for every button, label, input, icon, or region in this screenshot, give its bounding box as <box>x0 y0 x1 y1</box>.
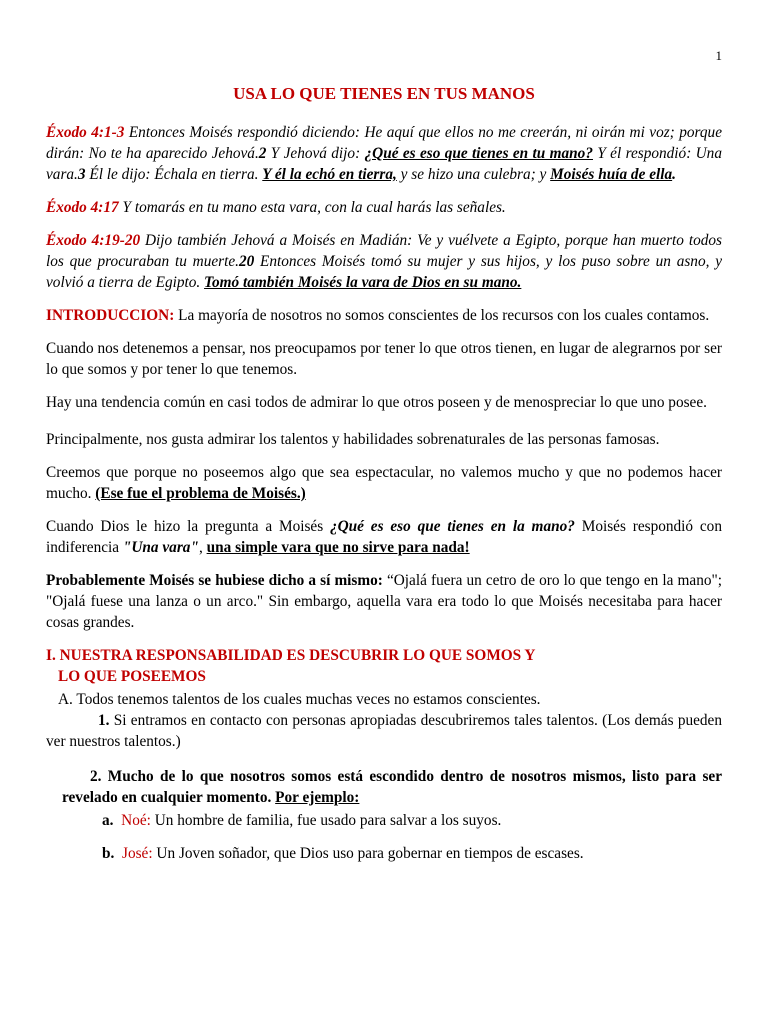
paragraph: Creemos que porque no poseemos algo que sea espectacular, no valemos mucho y que no podemos hacer mucho. (Ese fue el problema de Moisés.) <box>46 464 722 502</box>
outline-item-1: 1. Si entramos en contacto con personas apropiadas descubriremos tales talentos. (Los demás pueden ver nuestros talentos.) <box>46 712 722 750</box>
scripture-exodo-4-17: Éxodo 4:17 Y tomarás en tu mano esta vara, con la cual harás las señales. <box>46 199 506 216</box>
paragraph: Principalmente, nos gusta admirar los talentos y habilidades sobrenaturales de las personas famosas. <box>46 431 660 448</box>
document-body <box>46 84 722 876</box>
paragraph: Cuando Dios le hizo la pregunta a Moisés ¿Qué es eso que tienes en la mano? Moisés respondió con indiferencia "Una vara", una simple vara que no sirve para nada! <box>46 518 722 556</box>
scripture-ref: Éxodo 4:17 <box>46 199 119 216</box>
page-number: 1 <box>715 48 722 63</box>
scripture-exodo-4-19-20: Éxodo 4:19-20 Dijo también Jehová a Moisés en Madián: Ve y vuélvete a Egipto, porque han muerto todos los que procuraban tu muerte.20 Entonces Moisés tomó su mujer y sus hijos, y los puso sobre un asno, y volvió a tierra de Egipto. Tomó también Moisés la vara de Dios en su mano. <box>46 232 723 291</box>
paragraph: Cuando nos detenemos a pensar, nos preocupamos por tener lo que otros tienen, en lugar de alegrarnos por ser lo que somos y por tener lo que tenemos. <box>46 340 722 378</box>
key-question: ¿Qué es eso que tienes en tu mano? <box>364 145 593 162</box>
scripture-ref: Éxodo 4:1-3 <box>46 124 125 141</box>
section-heading: I. NUESTRA RESPONSABILIDAD ES DESCUBRIR LO QUE SOMOS Y LO QUE POSEEMOS <box>46 647 536 685</box>
outline-subitem-a: a. Noé: Un hombre de familia, fue usado para salvar a los suyos. <box>102 812 502 829</box>
paragraph: Hay una tendencia común en casi todos de admirar lo que otros poseen y de menospreciar lo que uno posee. <box>46 394 707 411</box>
page-title: USA LO QUE TIENES EN TUS MANOS <box>233 84 535 103</box>
outline-subitem-b: b. José: Un Joven soñador, que Dios uso para gobernar en tiempos de escases. <box>102 845 584 862</box>
scripture-exodo-4-1-3: Éxodo 4:1-3 Entonces Moisés respondió diciendo: He aquí que ellos no me creerán, ni oirán mi voz; porque dirán: No te ha aparecido Jehová.2 Y Jehová dijo: ¿Qué es eso que tienes en tu mano? Y él respondió: Una vara.3 Él le dijo: Échala en tierra. Y él la echó en tierra, y se hizo una culebra; y Moisés huía de ella. <box>46 124 722 183</box>
paragraph: Probablemente Moisés se hubiese dicho a sí mismo: “Ojalá fuera un cetro de oro lo que tengo en la mano"; "Ojalá fuese una lanza o un arco." Sin embargo, aquella vara era todo lo que Moisés necesitaba para hacer cosas grandes. <box>46 572 722 631</box>
scripture-ref: Éxodo 4:19-20 <box>46 232 141 249</box>
intro-label: INTRODUCCION: <box>46 307 175 324</box>
outline-item-a: A. Todos tenemos talentos de los cuales muchas veces no estamos conscientes. <box>58 691 541 708</box>
introduction-paragraph: INTRODUCCION: La mayoría de nosotros no somos conscientes de los recursos con los cuales contamos. <box>46 307 710 324</box>
outline-item-2: 2. Mucho de lo que nosotros somos está escondido dentro de nosotros mismos, listo para ser revelado en cualquier momento. Por ejemplo: <box>62 768 722 806</box>
